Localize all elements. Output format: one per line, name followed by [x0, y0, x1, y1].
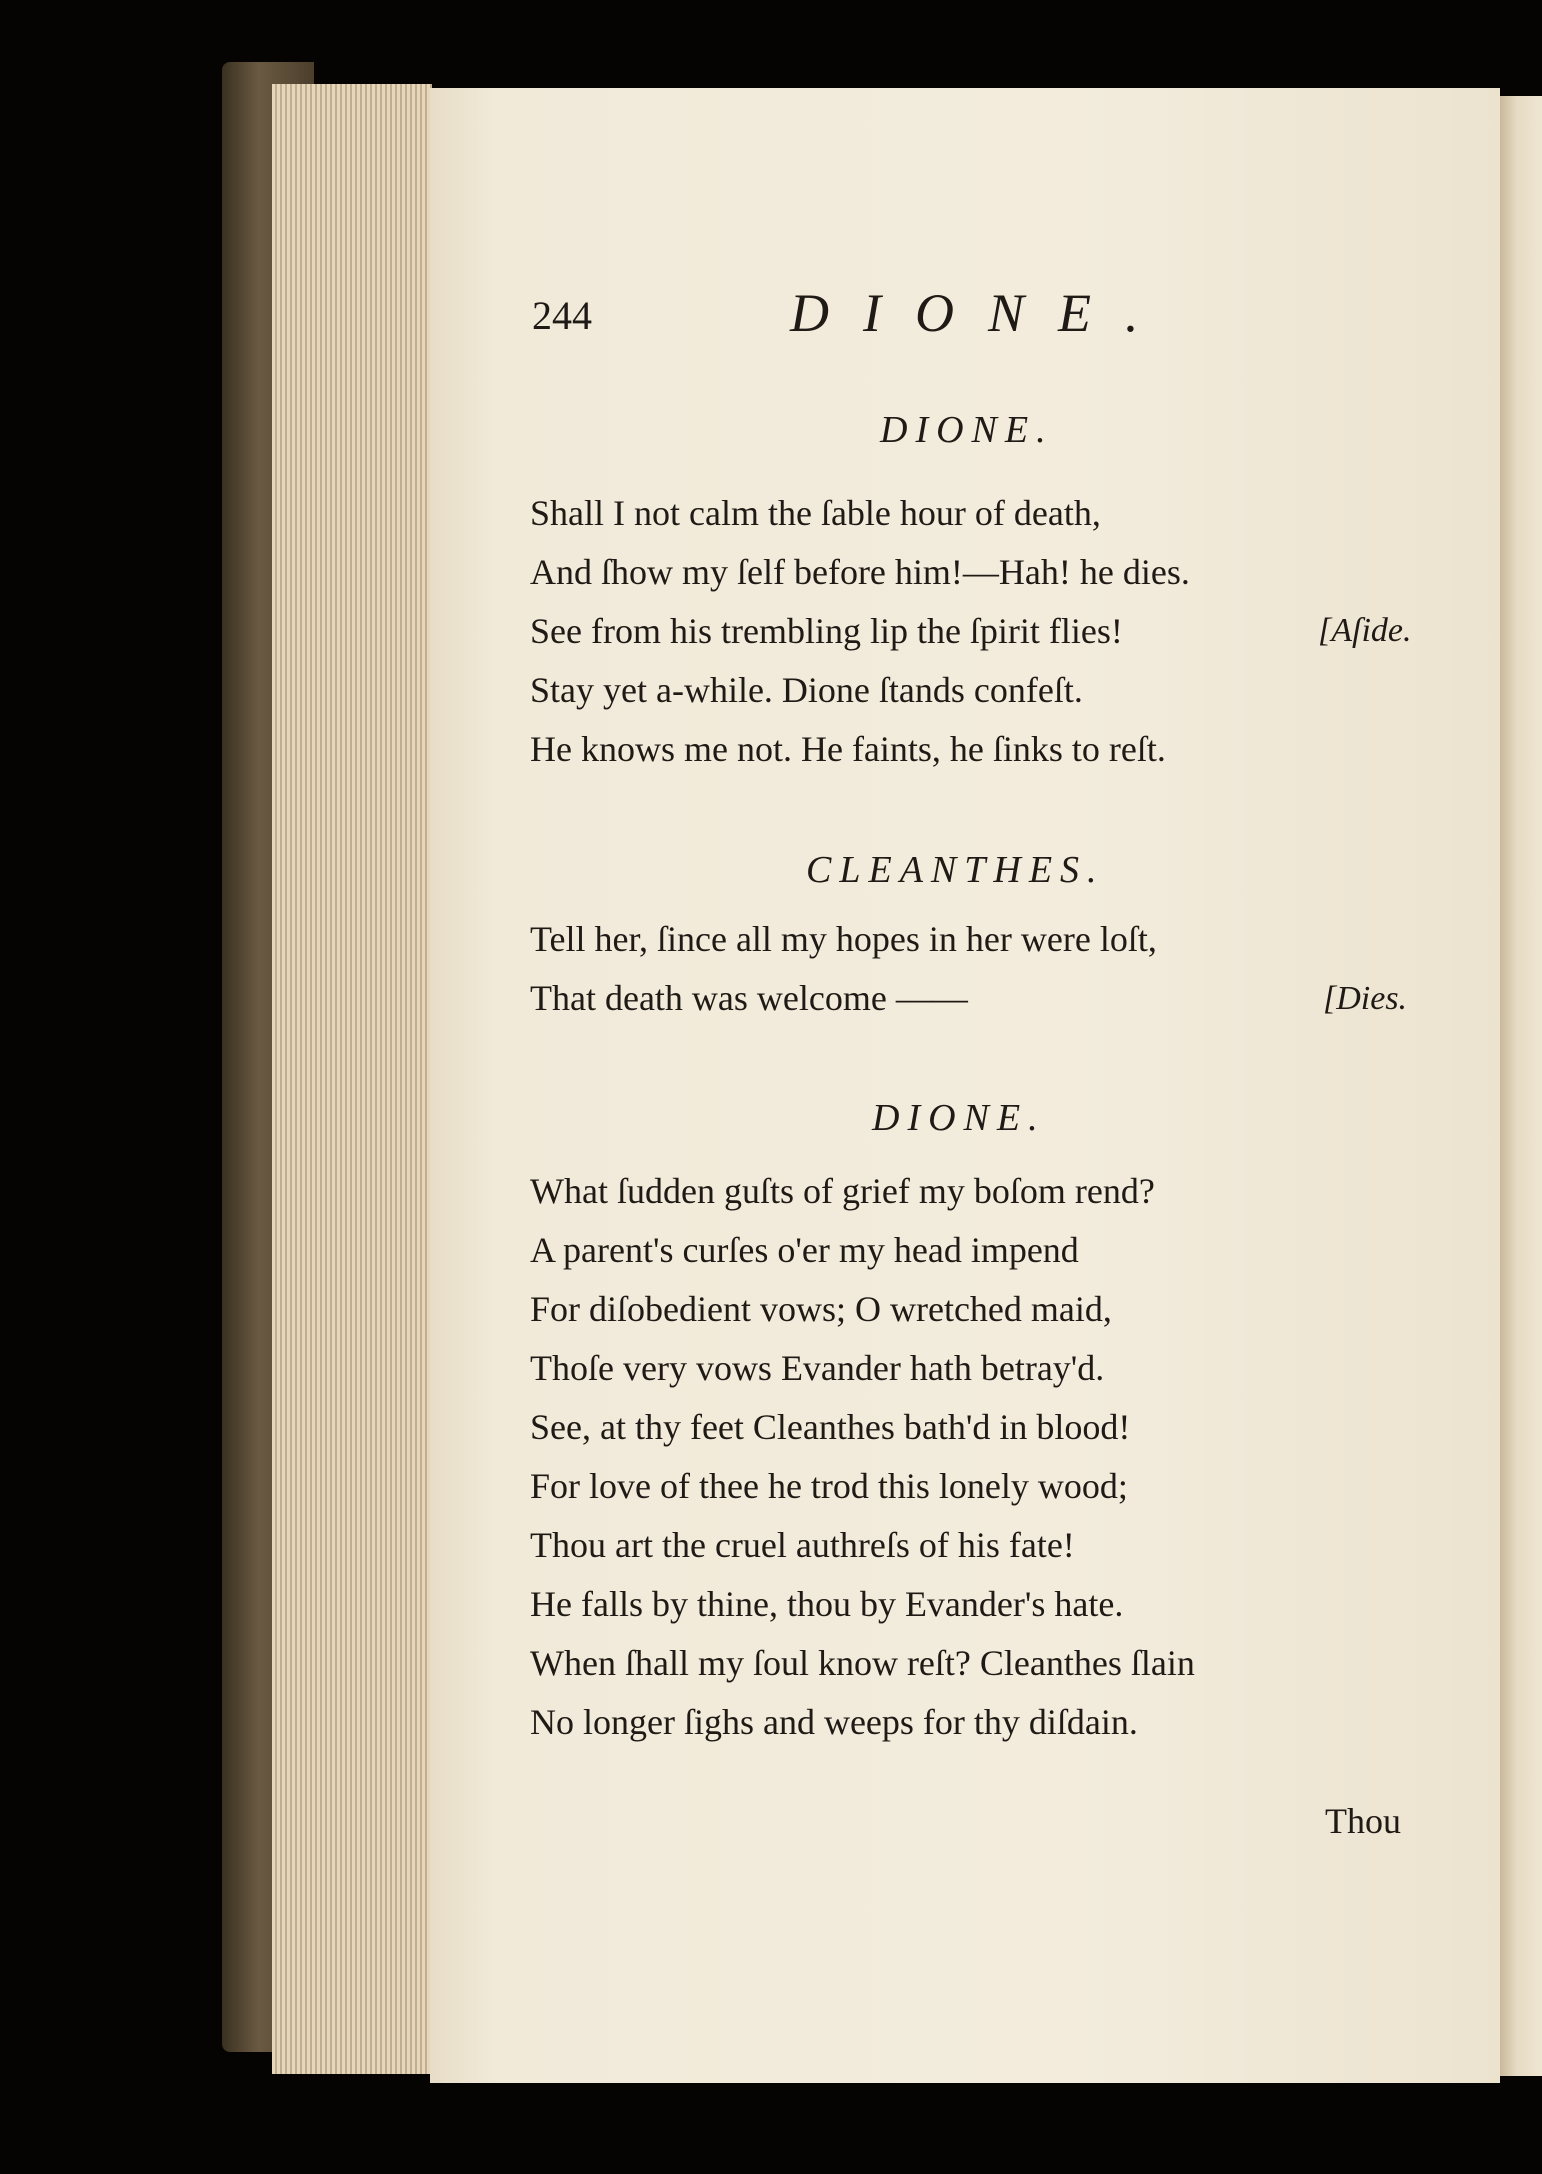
book-page [430, 88, 1500, 2083]
verse-line: Shall I not calm the ſable hour of death, [530, 493, 1101, 533]
speaker-heading: CLEANTHES. [806, 849, 1105, 891]
page-number: 244 [532, 293, 592, 338]
verse-line: When ſhall my ſoul know reſt? Cleanthes ſlain [530, 1643, 1195, 1683]
speaker-heading: DIONE. [872, 1097, 1046, 1139]
catchword: Thou [1325, 1801, 1401, 1841]
verse-line: Thou art the cruel authreſs of his fate! [530, 1525, 1075, 1565]
verse-line: Tell her, ſince all my hopes in her were loſt, [530, 919, 1157, 959]
stage-direction: [Aſide. [1318, 612, 1412, 649]
verse-line: Stay yet a-while. Dione ſtands confeſt. [530, 670, 1083, 710]
verse-line: See from his trembling lip the ſpirit flies! [530, 611, 1123, 651]
verse-line: A parent's curſes o'er my head impend [530, 1230, 1079, 1270]
verse-line: See, at thy feet Cleanthes bath'd in blood! [530, 1407, 1131, 1447]
facing-page-edge [1500, 96, 1542, 2076]
verse-line: What ſudden guſts of grief my boſom rend? [530, 1171, 1155, 1211]
page-edges [272, 84, 432, 2074]
verse-line: And ſhow my ſelf before him!—Hah! he dies. [530, 552, 1190, 592]
verse-line: No longer ſighs and weeps for thy diſdain. [530, 1702, 1138, 1742]
running-title: DIONE. [790, 283, 1173, 343]
verse-line: That death was welcome —— [530, 978, 968, 1018]
verse-line: For love of thee he trod this lonely wood; [530, 1466, 1128, 1506]
speaker-heading: DIONE. [880, 409, 1054, 451]
verse-line: Thoſe very vows Evander hath betray'd. [530, 1348, 1105, 1388]
verse-line: For diſobedient vows; O wretched maid, [530, 1289, 1112, 1329]
verse-line: He falls by thine, thou by Evander's hate. [530, 1584, 1124, 1624]
stage-direction: [Dies. [1323, 980, 1408, 1017]
verse-line: He knows me not. He faints, he ſinks to reſt. [530, 729, 1166, 769]
